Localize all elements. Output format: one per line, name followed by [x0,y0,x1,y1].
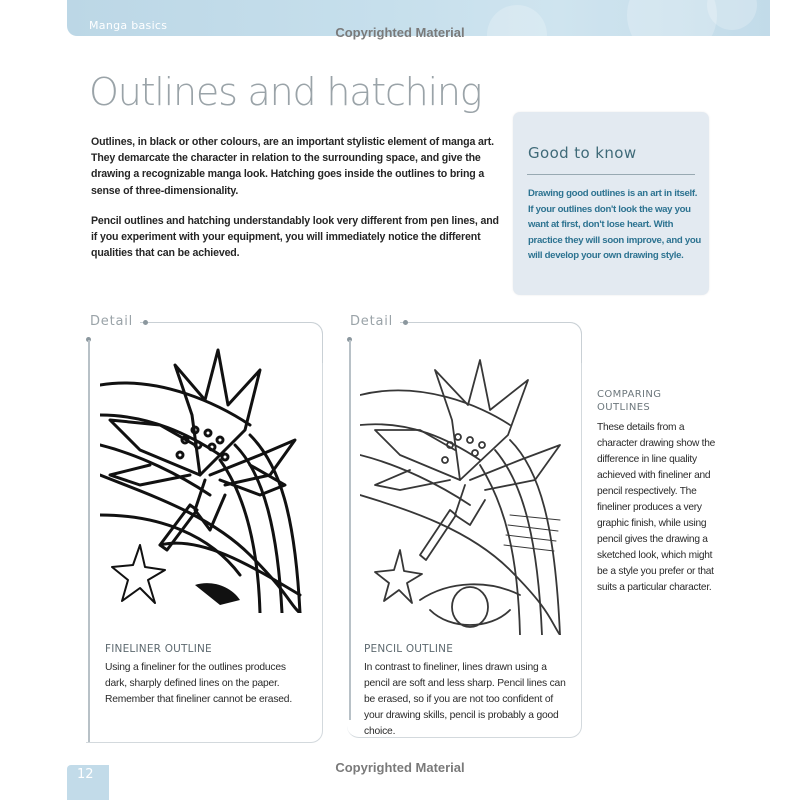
caption-body-pencil: In contrast to fineliner, lines drawn using a pencil are soft and less sharp. Pencil lines can be erased, so if you are not too confident of your drawing skills, pencil is probably a good choice. [364,662,566,737]
detail-dot [403,320,408,325]
watermark-bottom: Copyrighted Material [335,760,465,775]
card-left-rule [349,340,351,720]
side-note-title [597,389,661,414]
caption-body-fineliner: Using a fineliner for the outlines produces dark, sharply defined lines on the paper. Remember that fineliner cannot be erased. [105,662,292,705]
intro-paragraph-2: Pencil outlines and hatching understandably look very different from pen lines, and if you experiment with your equipment, you will immediately notice the different qualities that can be achieved. [91,215,499,260]
watermark-top: Copyrighted Material [335,25,465,40]
side-note-title-line-1: COMPARING [597,389,662,400]
page-title: Outlines and hatching [89,70,482,114]
caption-title-fineliner: FINELINER OUTLINE [105,643,212,655]
section-label: Manga basics [89,19,168,32]
fineliner-illustration [100,345,314,613]
flower-hair-eye-sketch-icon [360,345,574,635]
caption-title-pencil: PENCIL OUTLINE [364,643,454,655]
intro-paragraph-1: Outlines, in black or other colours, are an important stylistic element of manga art. They demarcate the character in relation to the surrounding space, and give the drawing a recognizable manga look. Hatching goes inside the outlines to bring a sense of three-dimensionality. [91,136,494,197]
page-number: 12 [77,767,94,782]
side-note-body: These details from a character drawing show the difference in line quality achieved with fineliner and pencil respectively. The fineliner produces a very graphic finish, while using pencil gives the drawing a sketched look, which might be a style you prefer or that suits a particular character. [597,422,716,593]
flower-hair-drawing-icon [100,345,314,613]
detail-label-1: Detail [90,314,137,329]
tip-divider [527,174,695,175]
detail-dot [143,320,148,325]
side-note-title-line-2: OUTLINES [597,401,651,413]
card-left-rule [88,340,90,742]
detail-label-2: Detail [350,314,397,329]
pencil-illustration [360,345,574,635]
tip-body: Drawing good outlines is an art in itself. If your outlines don't look the way you want at first, don't lose heart. With practice they will soon improve, and you will develop your own drawing style. [528,188,701,262]
good-to-know-box [513,112,709,295]
tip-title: Good to know [528,144,637,162]
